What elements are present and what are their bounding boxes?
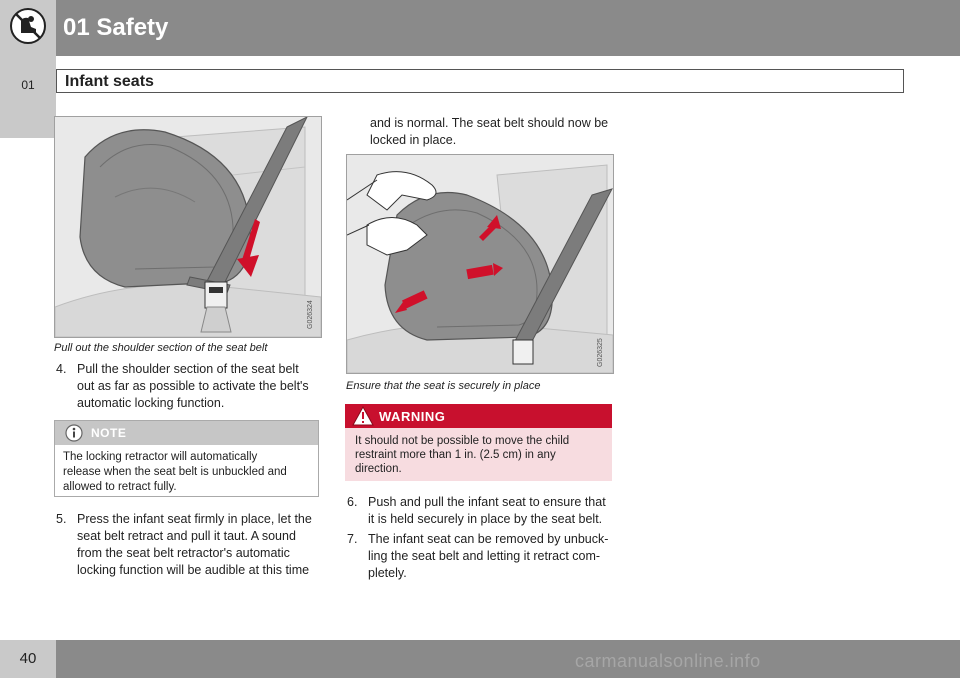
side-tab-label: 01	[21, 78, 35, 92]
warning-line: direction.	[355, 463, 402, 475]
no-airbag-child-seat-icon	[9, 7, 47, 45]
step-4	[56, 361, 326, 413]
step-line: from the seat belt retractor's automatic	[77, 546, 290, 560]
step-number: 5.	[56, 512, 67, 526]
step-7	[347, 531, 617, 583]
note-text	[63, 450, 313, 495]
step-line: seat belt retract and pull it taut. A sound	[77, 529, 296, 543]
figure-code: G026324	[307, 300, 314, 329]
note-label: NOTE	[91, 426, 127, 440]
info-icon	[65, 424, 83, 442]
step-line: automatic locking function.	[77, 396, 225, 410]
step-number: 7.	[347, 532, 358, 546]
step-line: Press the infant seat firmly in place, let the	[77, 512, 312, 526]
step-5	[56, 511, 326, 581]
figure-code: G026325	[597, 338, 604, 367]
page-number: 40	[19, 650, 37, 667]
note-box	[54, 420, 319, 497]
footer-bar	[56, 640, 960, 678]
header-icon-block	[0, 0, 56, 56]
warning-header	[345, 404, 612, 428]
step-line: it is held securely in place by the seat belt.	[368, 512, 603, 526]
paragraph-line: and is normal. The seat belt should now be	[370, 116, 609, 130]
step-line: The infant seat can be removed by unbuck-	[368, 532, 609, 546]
warning-line: restraint more than 1 in. (2.5 cm) in any	[355, 449, 556, 461]
step-line: pletely.	[368, 566, 407, 580]
section-title: Infant seats	[65, 73, 154, 90]
section-heading	[56, 69, 904, 93]
step-line: Push and pull the infant seat to ensure that	[368, 495, 606, 509]
step-line: ling the seat belt and letting it retract com-	[368, 549, 601, 563]
note-line: allowed to retract fully.	[63, 481, 177, 493]
figure-seat-secure	[346, 154, 614, 374]
infant-seat-illustration	[55, 117, 321, 337]
warning-box	[345, 404, 612, 481]
step-number: 6.	[347, 495, 358, 509]
figure-caption: Pull out the shoulder section of the seat belt	[54, 342, 268, 354]
step-line: Pull the shoulder section of the seat belt	[77, 362, 299, 376]
note-line: release when the seat belt is unbuckled and	[63, 466, 287, 478]
warning-label: WARNING	[379, 409, 446, 424]
watermark: carmanualsonline.info	[575, 651, 761, 671]
figure-caption: Ensure that the seat is securely in place	[346, 380, 541, 392]
note-header	[55, 421, 318, 445]
note-line: The locking retractor will automatically	[63, 451, 258, 463]
warning-triangle-icon	[352, 406, 374, 426]
figure-pull-belt	[54, 116, 322, 338]
step-6	[347, 494, 617, 530]
step-number: 4.	[56, 362, 67, 376]
chapter-side-tab	[0, 56, 56, 138]
header-bar	[56, 0, 960, 56]
continuation-paragraph	[370, 115, 620, 149]
paragraph-line: locked in place.	[370, 133, 457, 147]
warning-line: It should not be possible to move the child	[355, 435, 570, 447]
warning-text	[355, 434, 605, 476]
step-line: out as far as possible to activate the belt's	[77, 379, 309, 393]
infant-seat-push-illustration	[347, 155, 613, 373]
chapter-title: 01 Safety	[63, 14, 169, 41]
step-line: locking function will be audible at this time	[77, 563, 310, 577]
